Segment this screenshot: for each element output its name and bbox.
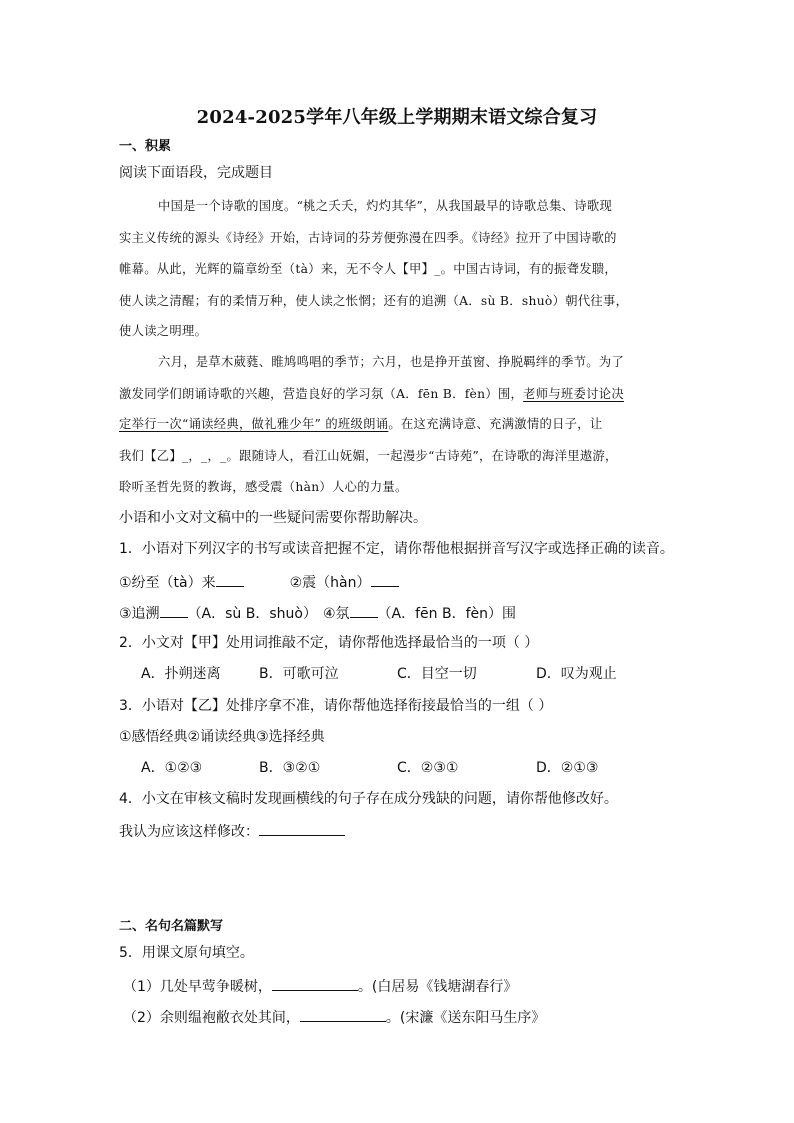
question-1-row-1 [119,572,399,592]
question-prompt: 小语和小文对文稿中的一些疑问需要你帮助解决。 [119,510,427,526]
answer-label: 我认为应该这样修改： [119,824,259,840]
q1-item-b: ②震（hàn） [289,575,371,591]
answer-blank[interactable] [160,603,188,618]
question-4-stem: 4．小文在审核文稿时发现画横线的句子存在成分残缺的问题，请你帮他修改好。 [119,791,618,807]
question-2-stem: 2．小文对【甲】处用词推敲不定，请你帮他选择最恰当的一项（ ） [119,635,539,651]
underlined-sentence: 老师与班委讨论决 [523,387,624,401]
q3-option-c[interactable]: C．②③① [397,760,459,776]
question-1-row-2 [119,603,516,623]
item-prefix: （2）余则缊袍敝衣处其间， [123,1010,300,1026]
passage-text: 。在这充满诗意、充满激情的日子，让 [388,417,603,431]
question-5-stem: 5．用课文原句填空。 [119,945,254,961]
question-5-item-2 [123,1007,545,1027]
q1-item-d-options: （A．fēn B．fèn）围 [377,606,516,622]
answer-blank[interactable] [272,976,358,991]
q1-item-c: ③追溯 [119,606,160,622]
question-3-stem: 3．小语对【乙】处排序拿不准，请你帮他选择衔接最恰当的一组（ ） [119,698,553,714]
question-5-item-1 [123,976,517,996]
answer-blank[interactable] [300,1007,386,1022]
q3-option-b[interactable]: B．③②① [259,760,321,776]
passage-line: 使人读之明理。 [119,324,208,338]
passage-line: 我们【乙】_，_，_。跟随诗人，看江山妩媚，一起漫步“古诗苑”，在诗歌的海洋里遨游， [119,449,618,463]
q3-option-a[interactable]: A．①②③ [141,760,203,776]
section-heading-recitation: 二、名句名篇默写 [119,919,224,934]
answer-blank[interactable] [259,821,345,836]
q3-option-d[interactable]: D．②①③ [536,760,599,776]
question-3-items: ①感悟经典②诵读经典③选择经典 [119,729,325,745]
question-4-answer [119,821,345,841]
passage-line: 中国是一个诗歌的国度。“桃之夭夭，灼灼其华”，从我国最早的诗歌总集、诗歌现 [158,199,613,213]
passage-line [119,415,681,433]
q2-option-a[interactable]: A．扑朔迷离 [141,666,221,682]
q2-option-d[interactable]: D．叹为观止 [536,666,617,682]
q1-item-a: ①纷至（tà）来 [119,575,216,591]
answer-blank[interactable] [371,572,399,587]
passage-line: 实主义传统的源头《诗经》开始，古诗词的芬芳便弥漫在四季。《诗经》拉开了中国诗歌的 [119,231,617,245]
q2-option-c[interactable]: C．目空一切 [397,666,477,682]
q2-option-b[interactable]: B．可歌可泣 [259,666,339,682]
passage-line: 帷幕。从此，光辉的篇章纷至（tà）来，无不令人【甲】_。中国古诗词，有的振聋发聩， [119,262,618,276]
passage-line: 六月，是草木葳蕤、睢鸠鸣唱的季节；六月，也是挣开茧窗、挣脱羁绊的季节。为了 [158,355,625,369]
underlined-sentence: 定举行一次“诵读经典，做礼雅少年” 的班级朗诵 [119,417,389,431]
passage-line: 使人读之清醒；有的柔情万种，使人读之怅惘；还有的追溯（A．sù B．shuò）朝代往事， [119,294,629,308]
q1-item-d: ④氛 [322,606,350,622]
item-prefix: （1）几处早莺争暖树， [123,979,272,995]
question-1-stem: 1．小语对下列汉字的书写或读音把握不定，请你帮他根据拼音写汉字或选择正确的读音。 [119,541,674,557]
document-title: 2024-2025学年八年级上学期期末语文综合复习 [196,107,598,128]
section-heading-accumulation: 一、积累 [119,139,172,154]
item-suffix: 。(白居易《钱塘湖春行》 [357,979,518,995]
passage-text: 激发同学们朗诵诗歌的兴趣，营造良好的学习氛（A．fēn B．fèn）围， [119,387,524,401]
answer-blank[interactable] [350,603,378,618]
passage-line [119,385,681,403]
q1-item-c-options: （A．sù B．shuò） [187,606,317,622]
passage-line: 聆听圣哲先贤的教诲，感受震（hàn）人心的力量。 [119,480,408,494]
item-suffix: 。(宋濂《送东阳马生序》 [385,1010,546,1026]
answer-blank[interactable] [216,572,244,587]
reading-instruction: 阅读下面语段，完成题目 [119,165,273,181]
